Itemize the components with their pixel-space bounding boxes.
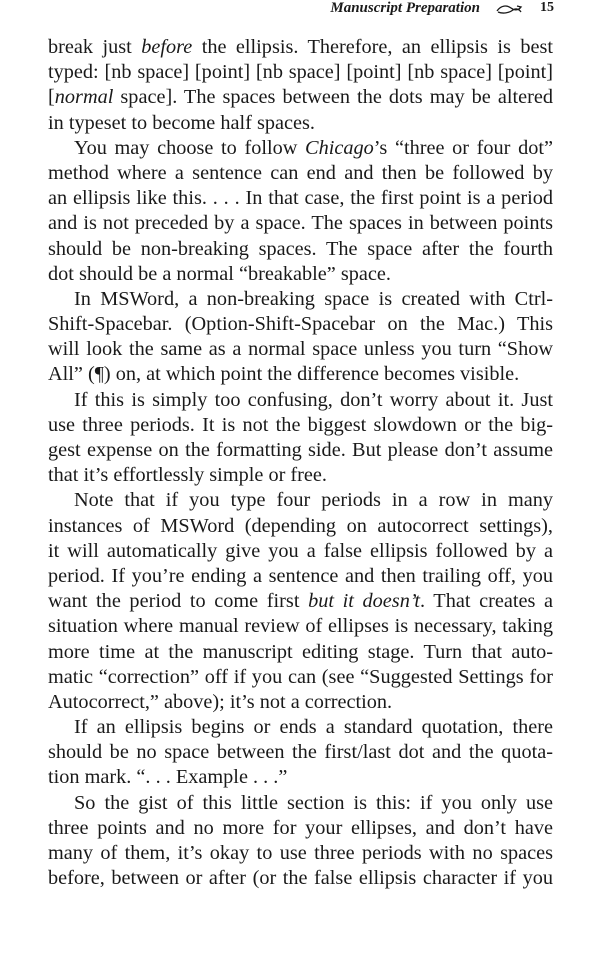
text-line: period. If you’re ending a sentence and then trailing off, you xyxy=(48,564,553,587)
text-line: Shift-Spacebar. (Option-Shift-Spacebar on the Mac.) This xyxy=(48,313,553,336)
text-line: Note that if you type four periods in a row in many xyxy=(74,489,553,512)
text-line: many of them, it’s okay to use three periods with no spaces xyxy=(48,842,553,864)
text-line: method where a sentence can end and then be followed by xyxy=(48,161,553,184)
text-line: matic “correction” off if you can (see “Suggested Settings for xyxy=(48,665,553,688)
text-line: before, between or after (or the false ellipsis character if you xyxy=(48,867,553,890)
italic-text: before xyxy=(141,36,193,58)
italic-text: but it doesn’t xyxy=(308,590,420,613)
text-line: typed: [nb space] [point] [nb space] [point] [nb space] [point] xyxy=(48,61,553,84)
running-title: Manuscript Preparation xyxy=(330,0,480,16)
text-line: that it’s effortlessly simple or free. xyxy=(48,464,327,487)
text-line: break just before the ellipsis. Therefore, an ellipsis is best xyxy=(48,36,553,58)
text-line: and is not preceded by a space. The spaces in between points xyxy=(48,212,553,235)
italic-text: normal xyxy=(54,86,114,109)
text-line: situation where manual review of ellipses is necessary, taking xyxy=(48,615,553,638)
text-line: instances of MSWord (depending on autocorrect settings), xyxy=(48,514,553,537)
text-line: three points and no more for your ellipses, and don’t have xyxy=(48,816,553,839)
fleuron-ornament-icon xyxy=(495,2,523,16)
text-line: it will automatically give you a false ellipsis followed by a xyxy=(48,539,553,562)
text-line: will look the same as a normal space unless you turn “Show xyxy=(48,338,553,361)
running-header xyxy=(0,0,600,22)
text-line: dot should be a normal “breakable” space. xyxy=(48,262,391,285)
text-line: [normal space]. The spaces between the dots may be altered xyxy=(48,86,553,109)
italic-text: Chicago xyxy=(305,136,374,159)
text-line: Autocorrect,” above); it’s not a correction. xyxy=(48,690,393,713)
text-line: an ellipsis like this. . . . In that case, the first point is a period xyxy=(48,187,553,210)
page-number: 15 xyxy=(540,0,554,15)
text-line: You may choose to follow Chicago’s “three or four dot” xyxy=(74,136,553,159)
text-line: more time at the manuscript editing stage. Turn that auto- xyxy=(48,640,553,663)
text-line: should be no space between the first/last dot and the quota- xyxy=(48,741,553,764)
text-line: In MSWord, a non-breaking space is created with Ctrl- xyxy=(74,287,553,310)
text-line: want the period to come first but it doesn’t. That creates a xyxy=(48,590,553,613)
body-text xyxy=(48,35,553,891)
text-line: gest expense on the formatting side. But please don’t assume xyxy=(48,439,553,461)
text-line: So the gist of this little section is this: if you only use xyxy=(74,791,553,814)
text-line: tion mark. “. . . Example . . .” xyxy=(48,766,288,789)
text-line: If this is simply too confusing, don’t worry about it. Just xyxy=(74,388,553,411)
text-line: use three periods. It is not the biggest slowdown or the big- xyxy=(48,413,553,436)
text-line: should be non-breaking spaces. The space after the fourth xyxy=(48,237,553,260)
text-line: in typeset to become half spaces. xyxy=(48,111,315,134)
text-line: All” (¶) on, at which point the difference becomes visible. xyxy=(48,363,520,386)
text-line: If an ellipsis begins or ends a standard quotation, there xyxy=(74,716,553,739)
